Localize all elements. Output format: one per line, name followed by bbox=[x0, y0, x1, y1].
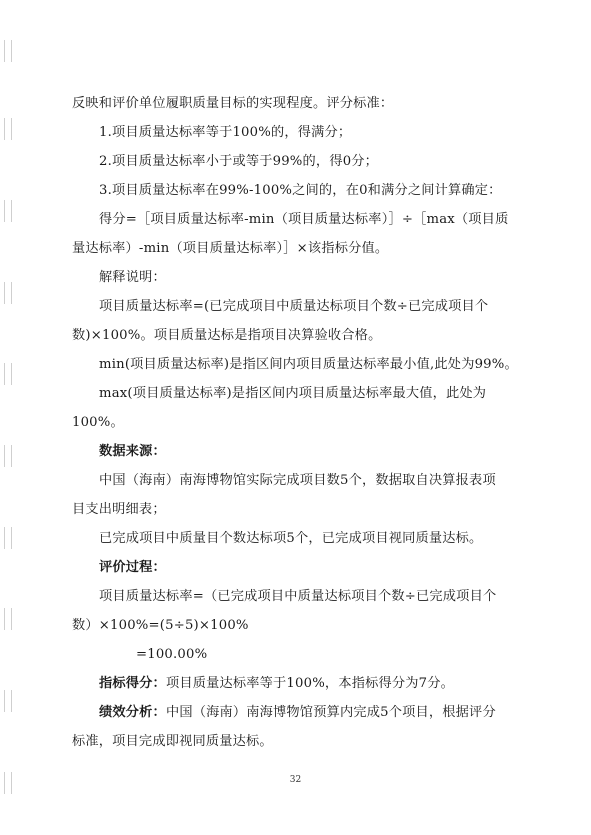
page-number: 32 bbox=[289, 775, 302, 785]
paragraph-line: min(项目质量达标率)是指区间内项目质量达标率最小值,此处为99%。 bbox=[99, 357, 518, 372]
paragraph-line: 目支出明细表； bbox=[72, 502, 166, 517]
inline-heading: 绩效分析： bbox=[99, 705, 166, 720]
binding-mark bbox=[4, 690, 12, 712]
binding-mark bbox=[4, 608, 12, 630]
paragraph-line: 数）×100%=(5÷5)×100% bbox=[72, 618, 249, 633]
criteria-item-2: 2.项目质量达标率小于或等于99%的，得0分； bbox=[99, 154, 379, 169]
binding-mark bbox=[4, 527, 12, 549]
binding-mark bbox=[4, 200, 12, 222]
inline-text: 中国（海南）南海博物馆预算内完成5个项目，根据评分 bbox=[165, 705, 496, 720]
binding-mark bbox=[4, 363, 12, 385]
binding-mark bbox=[4, 118, 12, 140]
inline-heading: 指标得分： bbox=[99, 676, 166, 691]
paragraph-line: 反映和评价单位履职质量目标的实现程度。评分标准： bbox=[72, 96, 394, 111]
paragraph-line bbox=[99, 676, 454, 692]
inline-text: 项目质量达标率等于100%，本指标得分为7分。 bbox=[165, 676, 455, 691]
paragraph-line: 数)×100%。项目质量达标是指项目决算验收合格。 bbox=[72, 328, 382, 343]
paragraph-line: 项目质量达标率=（已完成项目中质量达标项目个数÷已完成项目个 bbox=[99, 589, 497, 604]
section-heading: 数据来源： bbox=[99, 444, 166, 459]
paragraph-line: 项目质量达标率=(已完成项目中质量达标项目个数÷已完成项目个 bbox=[99, 299, 489, 314]
formula-line: 得分=［项目质量达标率-min（项目质量达标率）］÷［max（项目质 bbox=[99, 212, 509, 227]
paragraph-line: 中国（海南）南海博物馆实际完成项目数5个，数据取自决算报表项 bbox=[99, 473, 496, 488]
criteria-item-3: 3.项目质量达标率在99%-100%之间的，在0和满分之间计算确定： bbox=[99, 183, 502, 198]
formula-line: 量达标率）-min（项目质量达标率）］×该指标分值。 bbox=[72, 241, 389, 256]
paragraph-line: 100%。 bbox=[72, 415, 124, 430]
paragraph-line bbox=[99, 705, 496, 721]
section-heading: 评价过程： bbox=[99, 560, 166, 575]
paragraph-line: 标准，项目完成即视同质量达标。 bbox=[72, 734, 273, 749]
binding-mark bbox=[4, 282, 12, 304]
paragraph-line: max(项目质量达标率)是指区间内项目质量达标率最大值，此处为 bbox=[99, 386, 487, 401]
criteria-item-1: 1.项目质量达标率等于100%的，得满分； bbox=[99, 125, 352, 140]
binding-mark bbox=[4, 40, 12, 62]
paragraph-line: 已完成项目中质量目个数达标项5个，已完成项目视同质量达标。 bbox=[99, 531, 483, 546]
binding-mark bbox=[4, 445, 12, 467]
section-heading: 解释说明： bbox=[99, 270, 166, 285]
paragraph-line: =100.00% bbox=[136, 647, 208, 662]
